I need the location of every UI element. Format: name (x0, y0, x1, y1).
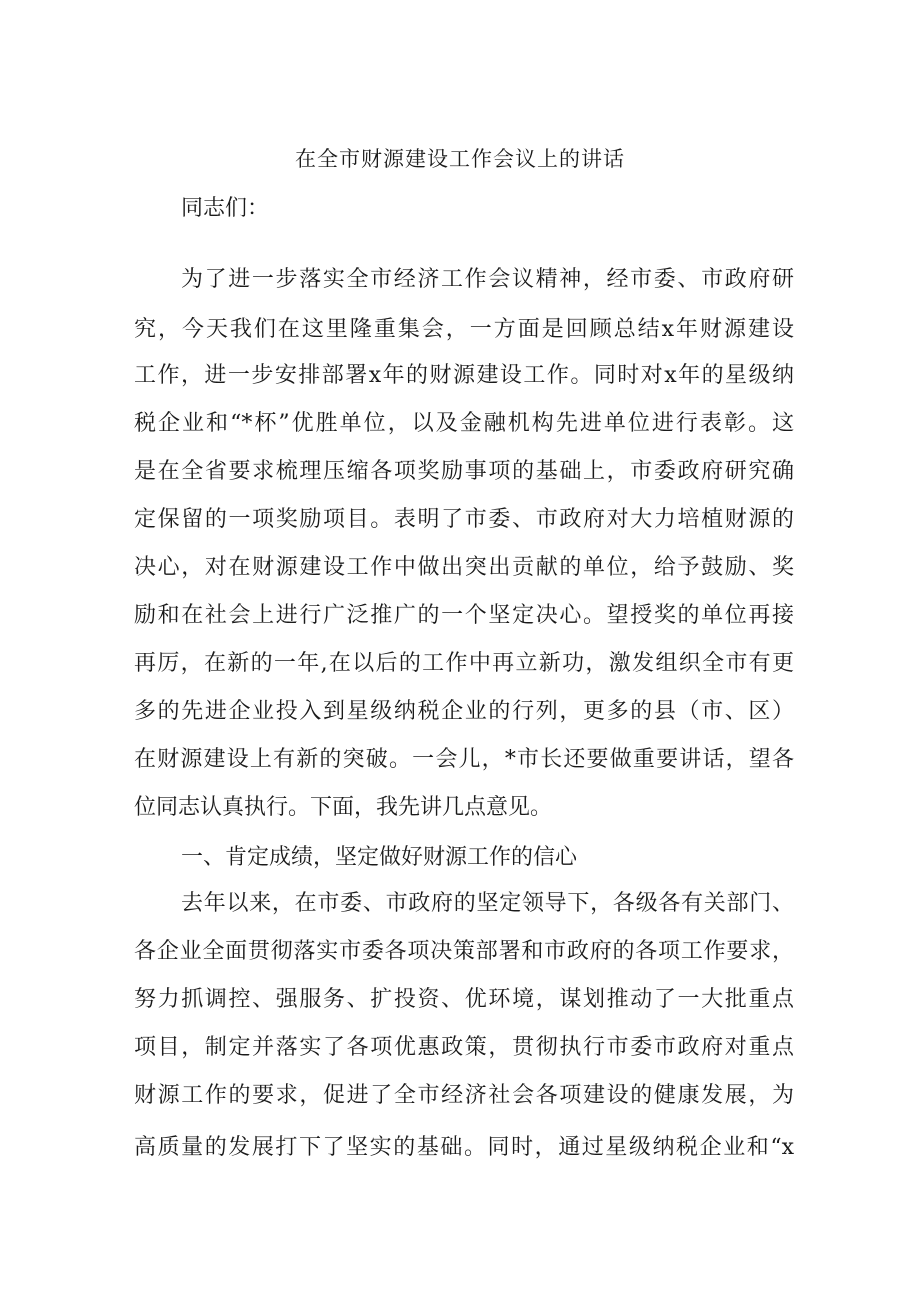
paragraph-1-line-8: 励和在社会上进行广泛推广的一个坚定决心。望授奖的单位再接 (134, 603, 794, 628)
paragraph-2-line-1: 去年以来，在市委、市政府的坚定领导下，各级各有关部门、 (181, 891, 794, 916)
paragraph-1-line-4: 税企业和“*杯”优胜单位，以及金融机构先进单位进行表彰。这 (134, 411, 794, 436)
paragraph-1-line-1: 为了进一步落实全市经济工作会议精神，经市委、市政府研 (181, 267, 794, 292)
paragraph-2-line-6: 高质量的发展打下了坚实的基础。同时，通过星级纳税企业和“x (134, 1135, 794, 1160)
document-title: 在全市财源建设工作会议上的讲话 (295, 147, 625, 171)
paragraph-2-line-4: 项目，制定并落实了各项优惠政策，贯彻执行市委市政府对重点 (134, 1035, 794, 1060)
paragraph-2-line-2: 各企业全面贯彻落实市委各项决策部署和市政府的各项工作要求， (134, 939, 794, 964)
paragraph-2-line-3: 努力抓调控、强服务、扩投资、优环境，谋划推动了一大批重点 (134, 987, 794, 1012)
paragraph-1-line-9: 再厉，在新的一年,在以后的工作中再立新功，激发组织全市有更 (134, 651, 794, 676)
paragraph-1-line-3: 工作，进一步安排部署x年的财源建设工作。同时对x年的星级纳 (134, 363, 794, 388)
paragraph-1-line-6: 定保留的一项奖励项目。表明了市委、市政府对大力培植财源的 (134, 507, 794, 532)
paragraph-1-line-11: 在财源建设上有新的突破。一会儿，*市长还要做重要讲话，望各 (134, 747, 794, 772)
paragraph-1-line-10: 多的先进企业投入到星级纳税企业的行列，更多的县（市、区） (134, 699, 794, 724)
paragraph-1-line-5: 是在全省要求梳理压缩各项奖励事项的基础上，市委政府研究确 (134, 459, 794, 484)
paragraph-1-line-12: 位同志认真执行。下面，我先讲几点意见。 (134, 795, 553, 820)
paragraph-2-line-5: 财源工作的要求，促进了全市经济社会各项建设的健康发展，为 (134, 1083, 794, 1108)
salutation: 同志们： (181, 196, 270, 221)
paragraph-1-line-2: 究，今天我们在这里隆重集会，一方面是回顾总结x年财源建设 (134, 317, 794, 342)
section-heading-1: 一、肯定成绩，坚定做好财源工作的信心 (181, 845, 578, 870)
paragraph-1-line-7: 决心，对在财源建设工作中做出突出贡献的单位，给予鼓励、奖 (134, 555, 794, 580)
